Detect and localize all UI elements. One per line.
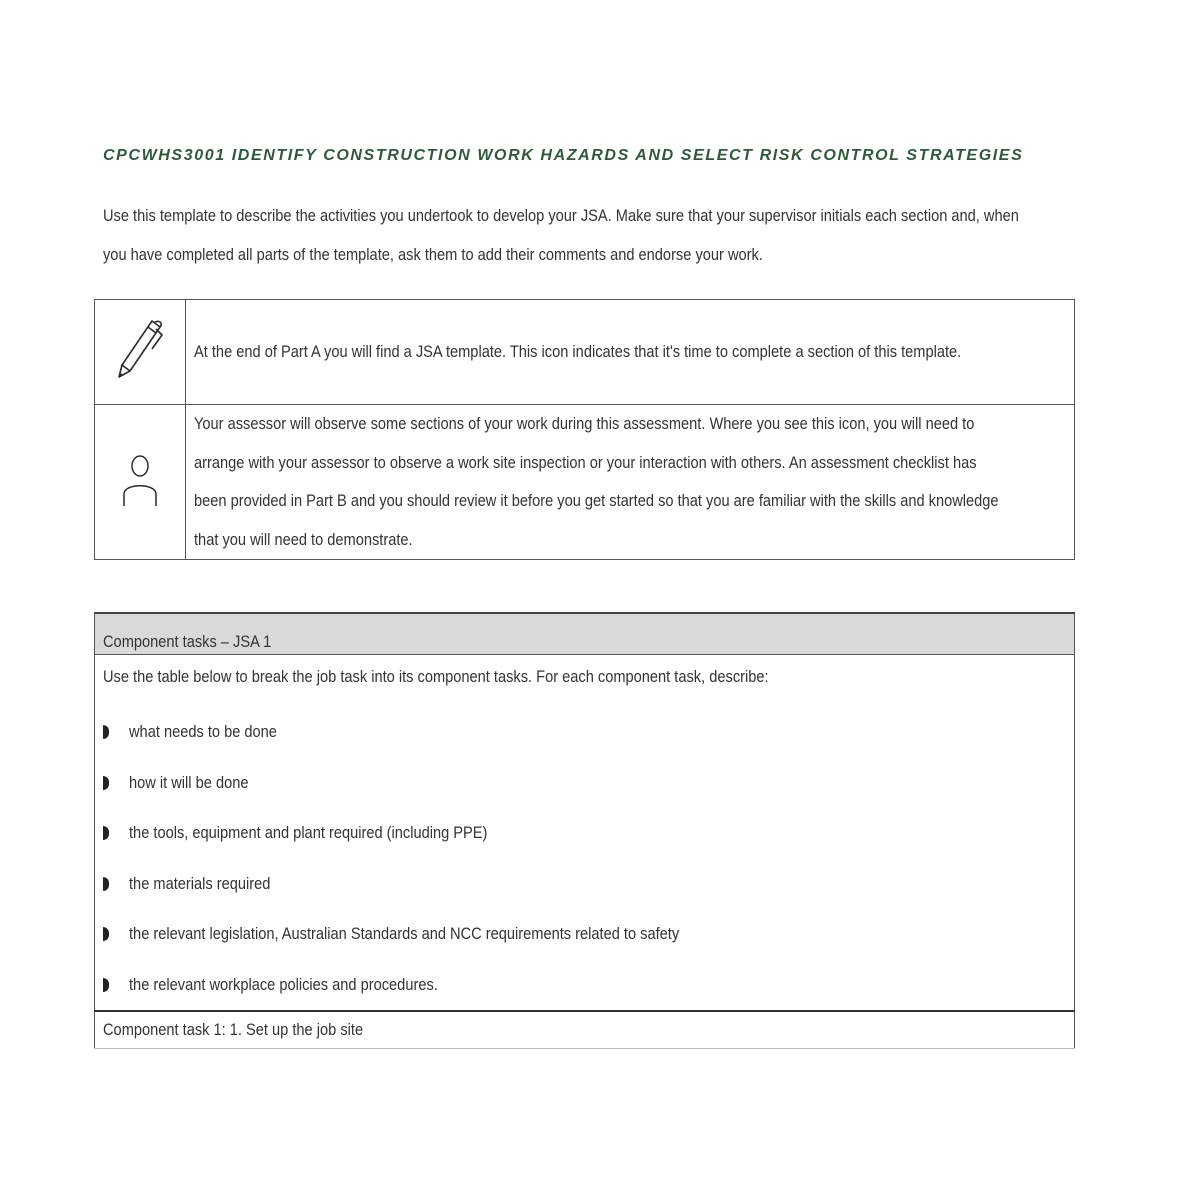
person-icon: [118, 450, 162, 510]
component-task-cell: [95, 1011, 1075, 1049]
list-item: [103, 758, 1066, 809]
table-header-row: [95, 613, 1075, 655]
list-item: [103, 707, 1066, 758]
table-row: [95, 1011, 1075, 1049]
bullet-icon: [103, 909, 113, 960]
legend-line: been provided in Part B and you should review it before you get started so that you are familiar with the skills and knowledge: [194, 491, 999, 510]
legend-line: arrange with your assessor to observe a work site inspection or your interaction with others. An assessment checklist has: [194, 452, 977, 472]
bullet-icon: [103, 859, 113, 910]
list-item-text: the materials required: [129, 873, 271, 893]
bullet-icon: [103, 707, 113, 758]
list-item-text: the relevant workplace policies and procedures.: [129, 974, 438, 994]
list-item-text: how it will be done: [129, 772, 249, 792]
list-item-text: the relevant legislation, Australian Standards and NCC requirements related to safety: [129, 924, 680, 943]
table-header-cell: [95, 613, 1075, 655]
legend-line: At the end of Part A you will find a JSA template. This icon indicates that it's time to complete a section of this template.: [194, 341, 962, 361]
icon-legend-text: [186, 300, 1075, 405]
pen-icon: [112, 317, 168, 383]
table-body-cell: [95, 655, 1075, 1012]
icon-legend-row: [95, 300, 1075, 405]
icon-cell: [95, 405, 186, 560]
intro-line: you have completed all parts of the template, ask them to add their comments and endorse your work.: [103, 245, 763, 264]
table-intro-text: [103, 667, 1066, 707]
list-item: [103, 909, 1066, 960]
component-tasks-table: [94, 612, 1075, 1049]
list-item: [103, 859, 1066, 910]
list-item: [103, 808, 1066, 859]
component-task-label: Component task 1: 1. Set up the job site: [103, 1020, 364, 1039]
icon-legend-text: [186, 405, 1075, 560]
intro-paragraph: [103, 196, 1103, 274]
table-intro-line: Use the table below to break the job task into its component tasks. For each component task, describe:: [103, 667, 769, 686]
icon-legend-row: [95, 405, 1075, 560]
icon-legend-table: [94, 299, 1075, 560]
legend-line: Your assessor will observe some sections of your work during this assessment. Where you see this icon, you will need to: [194, 414, 975, 433]
table-body-row: [95, 655, 1075, 1012]
list-item-text: the tools, equipment and plant required (including PPE): [129, 823, 488, 842]
bullet-icon: [103, 808, 113, 859]
table-header-text: Component tasks – JSA 1: [103, 632, 272, 651]
icon-cell: [95, 300, 186, 405]
legend-line: that you will need to demonstrate.: [194, 529, 413, 549]
bullet-icon: [103, 758, 113, 809]
page-title: CPCWHS3001 IDENTIFY CONSTRUCTION WORK HAZARDS AND SELECT RISK CONTROL STRATEGIES: [103, 147, 1024, 164]
bullet-icon: [103, 960, 113, 1011]
intro-line: Use this template to describe the activities you undertook to develop your JSA. Make sure that your supervisor initials each section and, when: [103, 206, 1019, 225]
list-item: [103, 960, 1066, 1011]
bullet-list: [103, 707, 1066, 1010]
list-item-text: what needs to be done: [129, 722, 277, 741]
